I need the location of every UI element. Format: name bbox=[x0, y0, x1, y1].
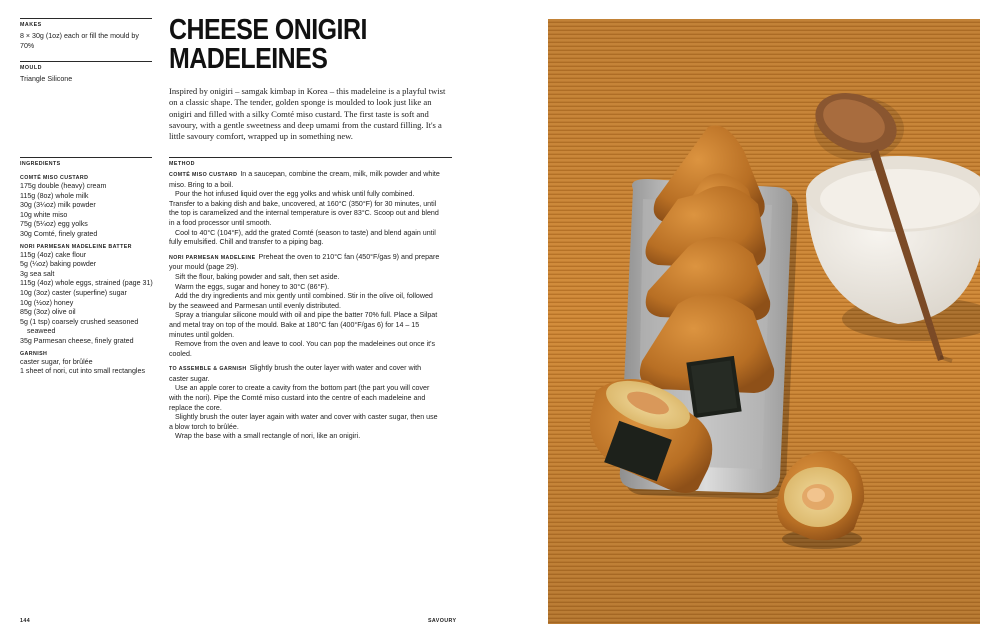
page-number: 144 bbox=[20, 618, 31, 624]
method-step-text: Spray a triangular silicone mould with oil and pipe the batter 70% full. Place a Silpat and metal tray on top of the mould. Bake at 180°C fan (400°F/gas 6) for 14 – 15 minutes until golden. bbox=[169, 311, 438, 339]
ingredient-item: 30g (3¼oz) milk powder bbox=[20, 201, 96, 210]
ingredient-group bbox=[20, 351, 155, 377]
method-section bbox=[169, 253, 441, 360]
ingredient-item: 175g double (heavy) cream bbox=[20, 182, 107, 190]
ingredient-item: 35g Parmesan cheese, finely grated bbox=[20, 336, 134, 345]
method-step bbox=[169, 413, 441, 432]
method-step bbox=[169, 253, 441, 273]
ingredient-item: 1 sheet of nori, cut into small rectangles bbox=[20, 367, 145, 376]
madeleines-photo-illustration bbox=[548, 19, 980, 624]
ingredient-group-heading: NORI PARMESAN MADELEINE BATTER bbox=[20, 243, 132, 250]
ingredient-group bbox=[20, 175, 155, 240]
method-step-text: Wrap the base with a small rectangle of nori, like an onigiri. bbox=[175, 432, 361, 441]
makes-label: MAKES bbox=[20, 22, 42, 28]
ingredients-label: INGREDIENTS bbox=[20, 161, 61, 167]
rule-makes bbox=[20, 18, 152, 19]
method-step-text: In a saucepan, combine the cream, milk, milk powder and white miso. Bring to a boil. bbox=[169, 170, 440, 189]
ingredient-item: 115g (4oz) cake flour bbox=[20, 250, 87, 259]
section-name: SAVOURY bbox=[428, 618, 457, 624]
method-step-text: Add the dry ingredients and mix gently until combined. Stir in the olive oil, followed by the seaweed and Parmesan until evenly distributed. bbox=[169, 292, 433, 310]
method-step bbox=[169, 384, 441, 413]
method-step-text: Use an apple corer to create a cavity from the bottom part (the part you will cover with the nori). Pipe the Comté miso custard into the centre of each madeleine and replace the core. bbox=[169, 384, 430, 412]
recipe-title-line1: CHEESE ONIGIRI bbox=[169, 14, 367, 46]
ingredient-item: 115g (8oz) whole milk bbox=[20, 191, 89, 200]
ingredient-item: 5g (1 tsp) coarsely crushed seasoned seaweed bbox=[20, 317, 139, 336]
method-label: METHOD bbox=[169, 161, 195, 167]
makes-value: 8 × 30g (1oz) each or fill the mould by 70% bbox=[20, 32, 139, 50]
ingredients-column bbox=[20, 161, 155, 381]
ingredient-item: 10g (3oz) caster (superfine) sugar bbox=[20, 288, 127, 297]
method-section bbox=[169, 364, 441, 442]
rule-method bbox=[169, 157, 452, 158]
method-section bbox=[169, 170, 441, 248]
ingredient-item: 85g (3oz) olive oil bbox=[20, 308, 76, 317]
method-step bbox=[169, 229, 441, 248]
method-step-text: Remove from the oven and leave to cool. You can pop the madeleines out once it's cooled. bbox=[169, 340, 436, 358]
ingredient-groups bbox=[20, 175, 155, 377]
rule-mould bbox=[20, 61, 152, 62]
method-step bbox=[169, 283, 441, 293]
recipe-intro: Inspired by onigiri – samgak kimbap in Korea – this madeleine is a playful twist on a classic shape. The tender, golden sponge is moulded to look just like an onigiri and filled with a silky Comté miso custard. The first taste is soft and savoury, with a gentle sweetness and deep umami from the custard filling. It's a little savoury comfort, wrapped up in something new. bbox=[169, 86, 446, 142]
mould-value: Triangle Silicone bbox=[20, 75, 73, 83]
ingredient-item: caster sugar, for brûlée bbox=[20, 357, 93, 366]
method-step bbox=[169, 190, 441, 228]
recipe-title bbox=[169, 16, 427, 74]
ingredient-group-heading: COMTÉ MISO CUSTARD bbox=[20, 175, 89, 181]
method-step-text: Slightly brush the outer layer with water and cover with caster sugar. bbox=[169, 364, 422, 383]
method-step bbox=[169, 273, 441, 283]
method-step-text: Preheat the oven to 210°C fan (450°F/gas 9) and prepare your mould (page 29). bbox=[169, 252, 440, 272]
rule-ingredients bbox=[20, 157, 152, 158]
ingredient-item: 115g (4oz) whole eggs, strained (page 31) bbox=[20, 279, 153, 288]
ingredient-item: 75g (5¼oz) egg yolks bbox=[20, 220, 88, 229]
method-section-heading: TO ASSEMBLE & GARNISH bbox=[169, 366, 247, 373]
ingredient-item: 10g (½oz) honey bbox=[20, 298, 74, 307]
method-step bbox=[169, 432, 441, 442]
method-step-text: Pour the hot infused liquid over the egg yolks and whisk until fully combined. Transfer to a baking dish and bake, uncovered, at 160°C (350°F) for 30 minutes, until the top is caramelized and the internal temperature is over 83°C. Scoop out and blend in a food processor until smooth. bbox=[169, 190, 439, 227]
method-section-heading: NORI PARMESAN MADELEINE bbox=[169, 254, 256, 261]
method-step-text: Sift the flour, baking powder and salt, then set aside. bbox=[175, 272, 340, 281]
ingredient-item: 3g sea salt bbox=[20, 269, 55, 278]
method-step bbox=[169, 292, 441, 311]
method-step-text: Slightly brush the outer layer again with water and cover with caster sugar, then use a blow torch to brûlée. bbox=[169, 413, 438, 431]
method-step bbox=[169, 170, 441, 190]
method-column bbox=[169, 170, 441, 447]
method-sections bbox=[169, 170, 441, 442]
method-step bbox=[169, 311, 441, 340]
method-step-text: Warm the eggs, sugar and honey to 30°C (86°F). bbox=[175, 282, 330, 291]
recipe-title-line2: MADELEINES bbox=[169, 43, 328, 75]
mould-label: MOULD bbox=[20, 65, 42, 71]
method-step bbox=[169, 340, 441, 359]
ingredient-item: 5g (¼oz) baking powder bbox=[20, 260, 97, 269]
madeleines-photo bbox=[548, 19, 980, 624]
method-section-heading: COMTÉ MISO CUSTARD bbox=[169, 172, 238, 178]
ingredient-item: 30g Comté, finely grated bbox=[20, 229, 98, 238]
ingredient-item: 10g white miso bbox=[20, 210, 68, 219]
ingredient-group bbox=[20, 244, 155, 347]
method-step-text: Cool to 40°C (104°F), add the grated Comté (season to taste) and blend again until fully emulsified. Chill and transfer to a piping bag. bbox=[169, 228, 436, 247]
ingredient-group-heading: GARNISH bbox=[20, 350, 48, 357]
method-step bbox=[169, 364, 441, 384]
